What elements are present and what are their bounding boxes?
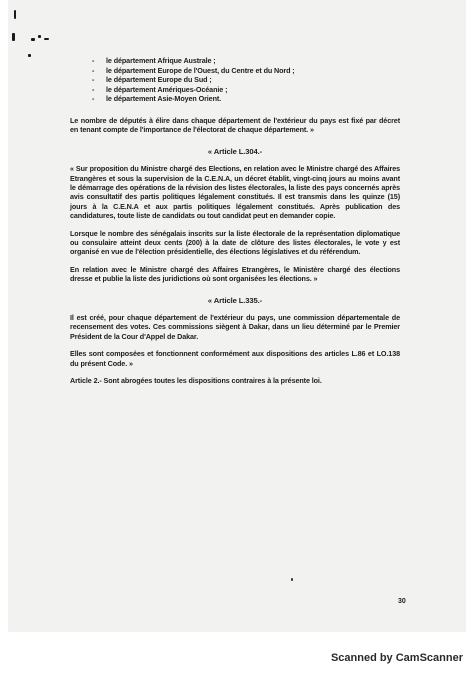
- article-l335-paragraph: Elles sont composées et fonctionnent conformément aux dispositions des articles L.86 et LO.138 du présent Code. »: [70, 349, 400, 368]
- scan-artifact: [31, 38, 35, 41]
- list-item: - le département Europe du Sud ;: [92, 75, 400, 85]
- list-item: - le département Asie-Moyen Orient.: [92, 94, 400, 104]
- page-number: 30: [398, 598, 406, 605]
- scan-artifact: [12, 33, 15, 41]
- article-l335-paragraph: Il est créé, pour chaque département de l'extérieur du pays, une commission départementale de recensement des votes. Ces commissions siègent à Dakar, dans un lieu déterminé par le Premier Président de la Cour d'Appel de Dakar.: [70, 313, 400, 341]
- article-l304-heading: « Article L.304.-: [207, 146, 263, 156]
- article-l304-paragraph: En relation avec le Ministre chargé des Affaires Etrangères, le Ministère chargé des élections dresse et publie la liste des juridictions où sont organisées les élections. »: [70, 264, 400, 284]
- article-l304-paragraph: Lorsque le nombre des sénégalais inscrits sur la liste électorale de la représentation diplomatique ou consulaire atteint deux cents (200) à la date de clôture des listes électorales, le vote y est organisé en vue de l'élection présidentielle, des élections législatives et du référendum.: [70, 228, 400, 257]
- scanner-watermark: Scanned by CamScanner: [330, 652, 463, 664]
- scan-artifact: [44, 38, 49, 40]
- article-l304-paragraph: « Sur proposition du Ministre chargé des Elections, en relation avec le Ministre chargé des Affaires Etrangères et sous la supervision de la C.E.N.A, un décret établit, vingt-cinq jours au moins avant le démarrage des opérations de la révision des listes électorales, la liste des pays concernés après avis consultatif des partis politiques légalement constitués. Il est transmis dans les quinze (15) jours à la C.E.N.A et aux partis politiques légalement constitués. Après publication des candidatures, toute liste de candidats ou tout candidat peut en demander copie.: [70, 164, 400, 221]
- document-page: [8, 0, 466, 632]
- deputies-paragraph: Le nombre de députés à élire dans chaque département de l'extérieur du pays est fixé par décret en tenant compte de l'importance de l'électorat de chaque département. »: [70, 115, 400, 135]
- list-item: - le département Afrique Australe ;: [92, 56, 400, 66]
- list-item: - le département Europe de l'Ouest, du Centre et du Nord ;: [92, 66, 400, 76]
- scan-artifact: [14, 10, 16, 19]
- list-item: - le département Amériques-Océanie ;: [92, 85, 400, 95]
- document-body: [70, 56, 400, 394]
- article-2-paragraph: Article 2.- Sont abrogées toutes les dispositions contraires à la présente loi.: [70, 376, 322, 386]
- scan-artifact: [291, 578, 293, 581]
- scan-artifact: [28, 54, 31, 57]
- department-list: [92, 56, 400, 104]
- scan-artifact: [38, 35, 41, 38]
- article-l335-heading: « Article L.335.-: [207, 295, 263, 305]
